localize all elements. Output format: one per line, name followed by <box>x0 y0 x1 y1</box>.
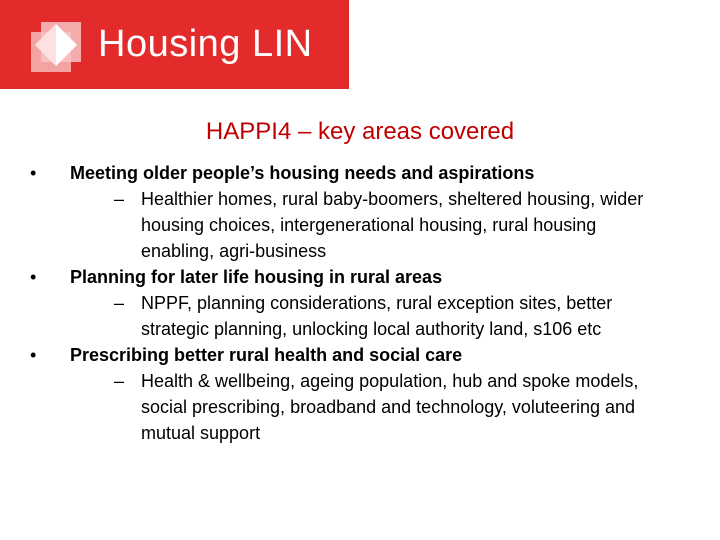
house-logo-icon <box>27 16 85 74</box>
bullet-list <box>30 160 670 446</box>
sub-bullet-list <box>70 290 670 342</box>
sub-bullet-marker: – <box>114 189 125 209</box>
sub-bullet-list <box>70 186 670 264</box>
bullet-marker: • <box>30 163 37 183</box>
sub-bullet-text: NPPF, planning considerations, rural exception sites, better strategic planning, unlocking local authority land, s106 etc <box>141 293 613 339</box>
sub-bullet-marker: – <box>114 371 125 391</box>
sub-bullet-text: Health & wellbeing, ageing population, hub and spoke models, social prescribing, broadband and technology, voluteering and mutual support <box>141 371 639 443</box>
logo-text: Housing LIN <box>98 23 313 65</box>
bullet-item <box>30 160 670 264</box>
slide-title: HAPPI4 – key areas covered <box>205 118 515 145</box>
sub-bullet-item <box>114 186 670 264</box>
bullet-marker: • <box>30 267 37 287</box>
bullet-text: Planning for later life housing in rural areas <box>70 267 443 287</box>
bullet-item <box>30 264 670 342</box>
sub-bullet-text: Healthier homes, rural baby-boomers, sheltered housing, wider housing choices, intergenerational housing, rural housing enabling, agri-business <box>141 189 644 261</box>
sub-bullet-marker: – <box>114 293 125 313</box>
bullet-text: Meeting older people’s housing needs and aspirations <box>70 163 535 183</box>
sub-bullet-item <box>114 290 670 342</box>
sub-bullet-item <box>114 368 670 446</box>
bullet-item <box>30 342 670 446</box>
housing-lin-banner <box>0 0 349 89</box>
bullet-text: Prescribing better rural health and social care <box>70 345 463 365</box>
sub-bullet-list <box>70 368 670 446</box>
bullet-marker: • <box>30 345 37 365</box>
